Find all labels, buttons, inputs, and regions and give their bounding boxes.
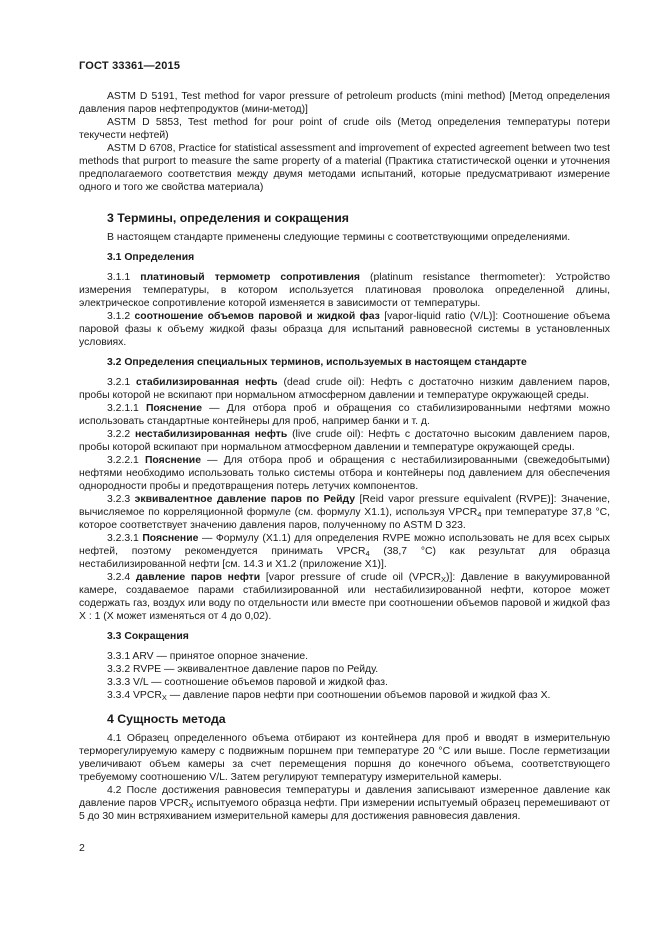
term-number: 3.1.1 <box>107 272 131 283</box>
note-3-2-2-1 <box>79 454 610 493</box>
abbrev-3-3-1: 3.3.1 ARV — принятое опорное значение. <box>107 651 309 662</box>
abbrev-text-cont: — давление паров нефти при соотношении объемов паровой и жидкой фаз X. <box>166 690 551 701</box>
note-number: 3.2.2.1 <box>107 455 139 466</box>
note-label: Пояснение <box>144 455 201 466</box>
note-label: Пояснение <box>142 533 199 544</box>
term-definition: (platinum resistance thermometer): Устройство измерения температуры, в котором используется платиновая проволока определенной длины, электрическое сопротивление которой изменяется в зависимости от температуры. <box>79 272 610 309</box>
term-name: нестабилизированная нефть <box>134 429 288 440</box>
note-text: — Формулу (X1.1) для определения RVPE можно использовать не для всех сырых нефтей, поэтому рекомендуется принимать VPCR <box>79 533 610 557</box>
term-number: 3.2.3 <box>107 494 131 505</box>
subscript: X <box>161 693 167 702</box>
term-number: 3.2.2 <box>107 429 131 440</box>
term-3-2-2 <box>79 428 610 454</box>
term-definition: [vapor-liquid ratio (V/L)]: Соотношение объема паровой фазы к объему жидкой фазы образца для испытаний равновесной системы в установленных условиях. <box>79 311 610 348</box>
reference-astm-d6708: ASTM D 6708, Practice for statistical assessment and improvement of expected agreement between two test methods that purport to measure the same property of a material (Практика статистической оценки и уточнения предполагаемого соответствия между двумя методами испытаний, которые предусматривают измерение одного и того же свойства материала) <box>79 143 610 193</box>
note-text: — Для отбора проб и обращения со стабилизированными нефтями можно использовать стандартные контейнеры для проб, например банки и т. д. <box>79 403 610 427</box>
term-definition: [Reid vapor pressure equivalent (RVPE)]: Значение, вычисляемое по корреляционной формуле (см. формулу X1.1), используя VPCR <box>79 494 611 518</box>
term-name: эквивалентное давление паров по Рейду <box>134 494 355 505</box>
note-label: Пояснение <box>145 403 202 414</box>
term-definition-cont: )]: Давление в вакуумированной камере, создаваемое парами стабилизированной или нестабилизированной нефти, которое может содержать газ, воздух или воду по отдельности или вместе при соотношении объемов паровой и жидкой фаз X : 1 (X может изменяться от 4 до 0,02). <box>79 572 611 622</box>
term-definition: (live crude oil): Нефть с достаточно высоким давлением паров, пробы которой вскипают при нормальном атмосферном давлении и температуре окружающей среды. <box>79 429 611 453</box>
section-3-heading: 3 Термины, определения и сокращения <box>107 211 349 225</box>
term-number: 3.2.1 <box>107 377 131 388</box>
abbrev-3-3-2: 3.3.2 RVPE — эквивалентное давление паров по Рейду. <box>107 664 379 675</box>
note-3-2-3-1 <box>79 532 610 571</box>
term-name: соотношение объемов паровой и жидкой фаз <box>134 311 380 322</box>
paragraph-4-2 <box>79 784 610 823</box>
subscript: 4 <box>477 510 482 519</box>
section-3-intro: В настоящем стандарте применены следующие термины с соответствующими определениями. <box>107 232 571 243</box>
term-3-1-1 <box>79 271 610 310</box>
term-name: стабилизированная нефть <box>136 377 278 388</box>
term-3-2-3 <box>79 493 610 532</box>
subsection-3-3-heading: 3.3 Сокращения <box>107 631 189 642</box>
term-3-2-1 <box>79 376 610 402</box>
section-4-heading: 4 Сущность метода <box>107 712 226 726</box>
page-body <box>79 90 610 823</box>
term-definition: [vapor pressure of crude oil (VPCR <box>265 572 442 583</box>
reference-astm-d5191: ASTM D 5191, Test method for vapor pressure of petroleum products (mini method) [Метод определения давления паров нефтепродуктов (мини-метод)] <box>79 91 610 115</box>
standard-header: ГОСТ 33361—2015 <box>79 60 181 72</box>
abbrev-3-3-4 <box>79 689 610 702</box>
paragraph-text-cont: испытуемого образца нефти. При измерении испытуемый образец перемешивают от 5 до 30 мин встряхиванием измерительной камеры для достижения равновесия давления. <box>79 798 610 822</box>
term-name: давление паров нефти <box>135 572 261 583</box>
term-definition: (dead crude oil): Нефть с достаточно низким давлением паров, пробы которой не вскипают при нормальном атмосферном давлении и температуре окружающей среды. <box>79 377 611 401</box>
reference-astm-d5853: ASTM D 5853, Test method for pour point of crude oils (Метод определения температуры потери текучести нефтей) <box>79 117 610 141</box>
note-text: — Для отбора проб и обращения с нестабилизированными (свежедобытыми) нефтями необходимо использовать только системы отбора и контейнеры под давлением для обеспечения однородности пробы и предотвращения потерь летучих компонентов. <box>79 455 611 492</box>
paragraph-4-1: 4.1 Образец определенного объема отбирают из контейнера для проб и вводят в измерительную терморегулируемую камеру с подвижным поршнем при температуре 20 °С или выше. После герметизации увеличивают объем камеры за счет перемещения поршня до конечного объема, соответствующего требуемому соотношению V/L. Затем регулируют температуру измерительной камеры. <box>79 733 610 783</box>
term-3-2-4 <box>79 571 610 623</box>
term-number: 3.2.4 <box>107 572 131 583</box>
subscript: X <box>188 801 194 810</box>
subscript: X <box>441 575 447 584</box>
abbrev-text: 3.3.4 VPCR <box>107 690 162 701</box>
subscript: 4 <box>365 549 370 558</box>
subsection-3-1-heading: 3.1 Определения <box>107 252 195 263</box>
page-number: 2 <box>79 842 85 854</box>
term-3-1-2 <box>79 310 610 349</box>
note-3-2-1-1 <box>79 402 610 428</box>
note-number: 3.2.1.1 <box>107 403 139 414</box>
paragraph-text: 4.2 После достижения равновесия температуры и давления записывают измеренное давление как давление паров VPCR <box>79 785 610 809</box>
note-text-cont: (38,7 °С) как результат для образца нестабилизированной нефти [см. 14.3 и X1.2 (приложение X1)]. <box>79 546 610 570</box>
term-name: платиновый термометр сопротивления <box>140 272 360 283</box>
abbrev-3-3-3: 3.3.3 V/L — соотношение объемов паровой и жидкой фаз. <box>107 677 388 688</box>
term-number: 3.1.2 <box>107 311 131 322</box>
note-number: 3.2.3.1 <box>107 533 139 544</box>
subsection-3-2-heading: 3.2 Определения специальных терминов, используемых в настоящем стандарте <box>107 357 527 368</box>
term-definition-cont: при температуре 37,8 °С, которое соответствует значению давления паров, полученному по ASTM D 323. <box>79 507 610 531</box>
